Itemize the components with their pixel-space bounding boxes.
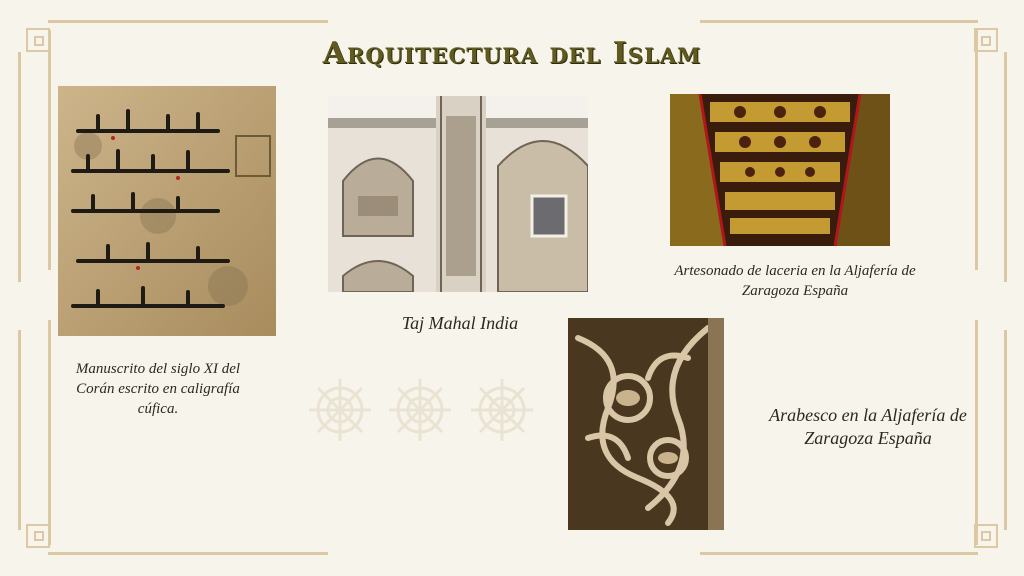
taj-mahal-caption: Taj Mahal India — [401, 313, 519, 333]
snowflake-ornament-icon — [467, 375, 537, 445]
slide-title: Arquitectura del Islam — [322, 36, 702, 71]
arabesque-image — [568, 318, 724, 530]
taj-mahal-image — [328, 96, 588, 292]
snowflake-ornament-icon — [385, 375, 455, 445]
artesonado-image — [670, 94, 890, 246]
arabesque-caption: Arabesco en la Aljafería de Zaragoza España — [769, 405, 967, 448]
artesonado-caption: Artesonado de laceria en la Aljafería de Zaragoza España — [674, 263, 916, 299]
manuscript-image — [58, 86, 276, 336]
snowflake-ornament-icon — [305, 375, 375, 445]
manuscript-caption: Manuscrito del siglo XI del Corán escrito en caligrafía cúfica. — [75, 361, 241, 417]
